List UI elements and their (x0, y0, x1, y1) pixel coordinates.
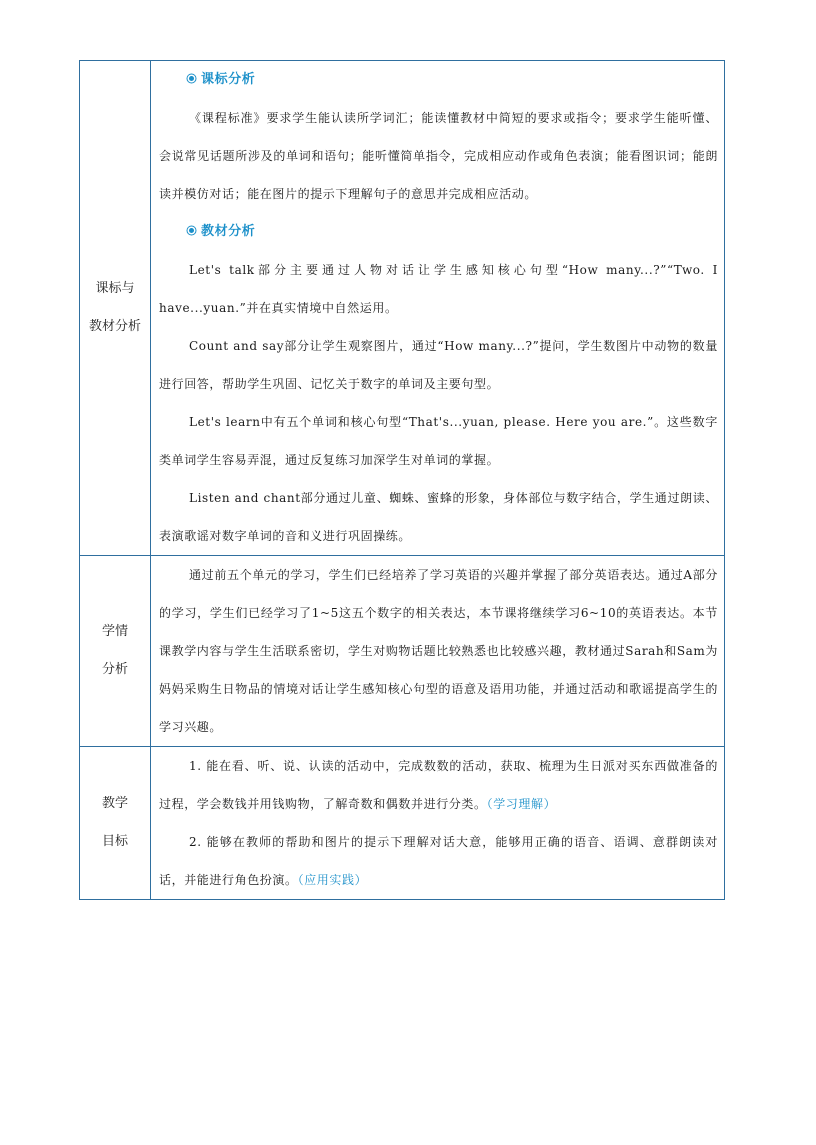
learners-label-line1: 学情 (101, 624, 128, 639)
analysis-label-line2: 教材分析 (88, 319, 141, 334)
listen-and-chant-paragraph: Listen and chant部分通过儿童、蜘蛛、蜜蜂的形象，身体部位与数字结合，学生通过朗读、表演歌谣对数字单词的音和义进行巩固操练。 (159, 491, 718, 543)
analysis-label-line1: 课标与 (95, 281, 135, 296)
learners-paragraph: 通过前五个单元的学习，学生们已经培养了学习英语的兴趣并掌握了部分英语表达。通过A部分的学习，学生们已经学习了1~5这五个数字的相关表达，本节课将继续学习6~10的英语表达。本节课教学内容与学生生活联系密切，学生对购物话题比较熟悉也比较感兴趣，教材通过Sarah和Sam为妈妈采购生日物品的情境对话让学生感知核心句型的语意及语用功能，并通过活动和歌谣提高学生的学习兴趣。 (159, 568, 718, 734)
lets-talk-paragraph: Let's talk部分主要通过人物对话让学生感知核心句型“How many...?”“Two. I have...yuan.”并在真实情境中自然运用。 (159, 263, 718, 315)
goal-2-text: 2. 能够在教师的帮助和图片的提示下理解对话大意，能够用正确的语音、语调、意群朗读对话，并能进行角色扮演。 (159, 835, 718, 887)
analysis-label-cell (80, 61, 151, 556)
learners-content-cell (151, 556, 725, 747)
lets-learn-paragraph: Let's learn中有五个单词和核心句型“That's...yuan, please. Here you are.”。这些数字类单词学生容易弄混，通过反复练习加深学生对单词的掌握。 (159, 415, 718, 467)
learners-label-cell (80, 556, 151, 747)
textbook-analysis-heading (159, 213, 718, 251)
bullet-icon (189, 228, 194, 233)
goal-item-2 (159, 823, 718, 899)
analysis-row (80, 61, 725, 556)
bullet-icon (189, 76, 194, 81)
textbook-analysis-heading-text: 教材分析 (201, 224, 256, 239)
goal-1-tag: （学习理解） (486, 797, 557, 811)
goals-label-cell (80, 747, 151, 900)
learners-label-line2: 分析 (101, 662, 128, 677)
goal-item-1 (159, 747, 718, 823)
goals-label-line2: 目标 (101, 834, 128, 849)
goal-2-tag: （应用实践） (297, 873, 368, 887)
analysis-content-cell (151, 61, 725, 556)
goals-row (80, 747, 725, 900)
curriculum-analysis-heading-text: 课标分析 (201, 72, 256, 87)
curriculum-analysis-paragraph: 《课程标准》要求学生能认读所学词汇；能读懂教材中简短的要求或指令；要求学生能听懂、会说常见话题所涉及的单词和语句；能听懂简单指令，完成相应动作或角色表演；能看图识词；能朗读并模仿对话；能在图片的提示下理解句子的意思并完成相应活动。 (159, 111, 718, 201)
count-and-say-paragraph: Count and say部分让学生观察图片，通过“How many...?”提问，学生数图片中动物的数量进行回答，帮助学生巩固、记忆关于数字的单词及主要句型。 (159, 339, 718, 391)
goal-1-text: 1. 能在看、听、说、认读的活动中，完成数数的活动，获取、梳理为生日派对买东西做准备的过程，学会数钱并用钱购物，了解奇数和偶数并进行分类。 (159, 759, 718, 811)
lesson-plan-table (79, 60, 725, 900)
learners-row (80, 556, 725, 747)
goals-content-cell (151, 747, 725, 900)
goals-label-line1: 教学 (101, 796, 128, 811)
curriculum-analysis-heading (159, 61, 718, 99)
